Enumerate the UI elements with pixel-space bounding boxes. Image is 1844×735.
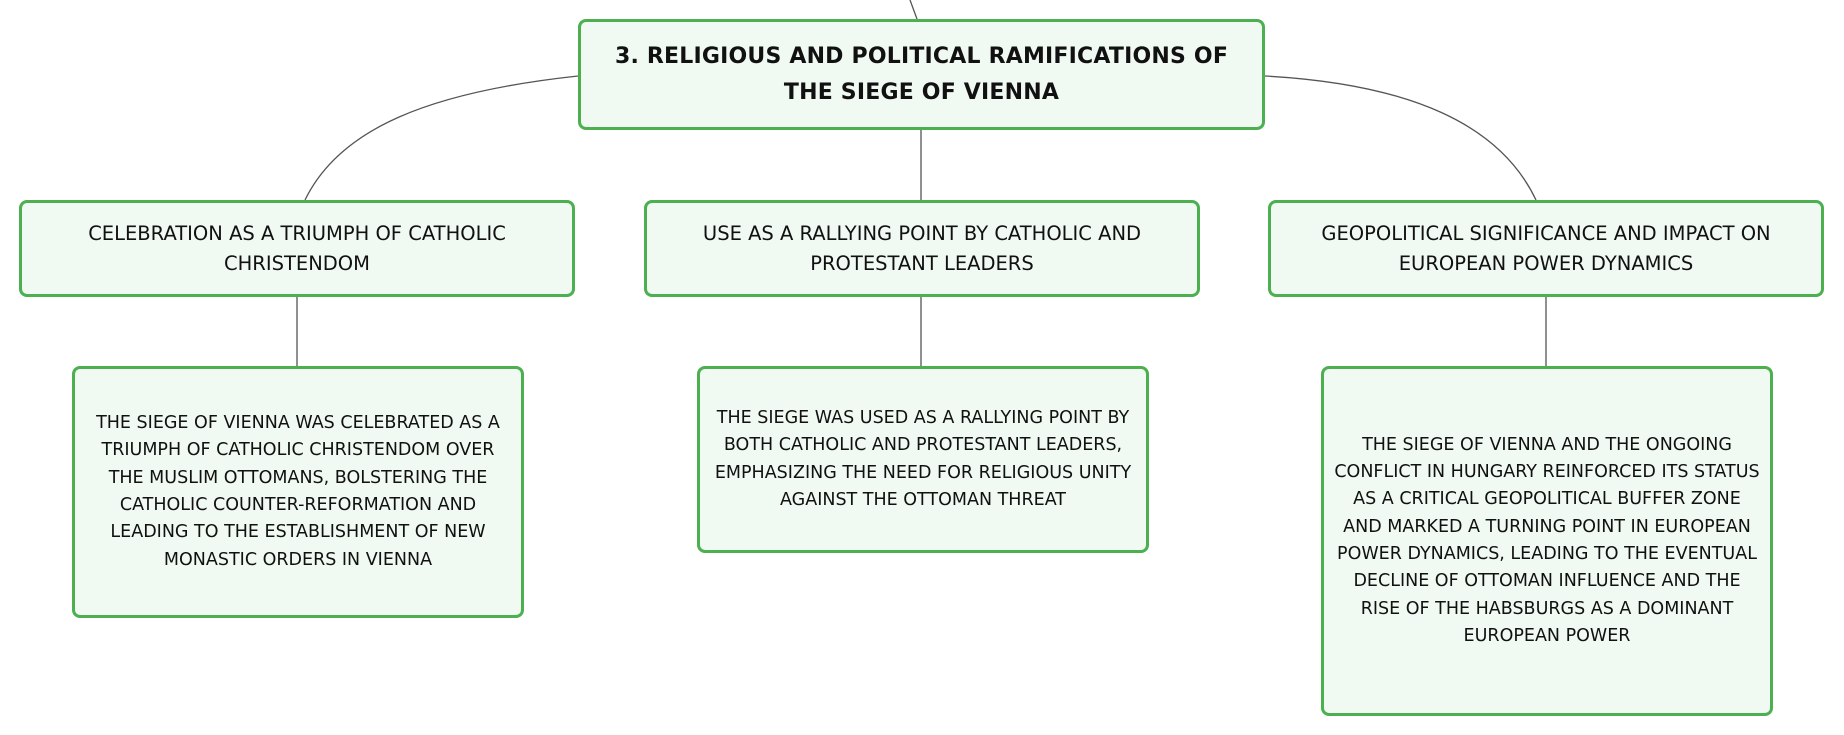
leaf-text-rallying-point: THE SIEGE WAS USED AS A RALLYING POINT BY BOTH CATHOLIC AND PROTESTANT LEADERS, EMPHASIZING THE NEED FOR RELIGIOUS UNITY AGAINST THE OTTOMAN THREAT: [714, 407, 1132, 510]
connector-root-to-branch-3: [1265, 76, 1536, 200]
connector-root-to-branch-1: [305, 76, 578, 200]
branch-node-geopolitical-significance[interactable]: [1268, 200, 1824, 297]
branch-label-rallying-point: USE AS A RALLYING POINT BY CATHOLIC AND PROTESTANT LEADERS: [702, 221, 1142, 275]
branch-node-rallying-point[interactable]: [644, 200, 1200, 297]
branch-label-geopolitical-significance: GEOPOLITICAL SIGNIFICANCE AND IMPACT ON EUROPEAN POWER DYNAMICS: [1321, 221, 1771, 275]
leaf-node-catholic-triumph[interactable]: [72, 366, 524, 618]
branch-node-catholic-triumph[interactable]: [19, 200, 575, 297]
connector-parent-to-root: [910, 0, 917, 19]
leaf-node-geopolitical-significance[interactable]: [1321, 366, 1773, 716]
leaf-node-rallying-point[interactable]: [697, 366, 1149, 553]
root-node[interactable]: [578, 19, 1265, 130]
leaf-text-catholic-triumph: THE SIEGE OF VIENNA WAS CELEBRATED AS A TRIUMPH OF CATHOLIC CHRISTENDOM OVER THE MUSLIM OTTOMANS, BOLSTERING THE CATHOLIC COUNTER-REFORMATION AND LEADING TO THE ESTABLISHMENT OF NEW MONASTIC ORDERS IN VIENNA: [96, 413, 500, 570]
root-title: 3. RELIGIOUS AND POLITICAL RAMIFICATIONS OF THE SIEGE OF VIENNA: [614, 43, 1229, 105]
branch-label-catholic-triumph: CELEBRATION AS A TRIUMPH OF CATHOLIC CHRISTENDOM: [88, 221, 506, 275]
leaf-text-geopolitical-significance: THE SIEGE OF VIENNA AND THE ONGOING CONFLICT IN HUNGARY REINFORCED ITS STATUS AS A CRITICAL GEOPOLITICAL BUFFER ZONE AND MARKED A TURNING POINT IN EUROPEAN POWER DYNAMICS, LEADING TO THE EVENTUAL DECLINE OF OTTOMAN INFLUENCE AND THE RISE OF THE HABSBURGS AS A DOMINANT EUROPEAN POWER: [1334, 434, 1760, 646]
